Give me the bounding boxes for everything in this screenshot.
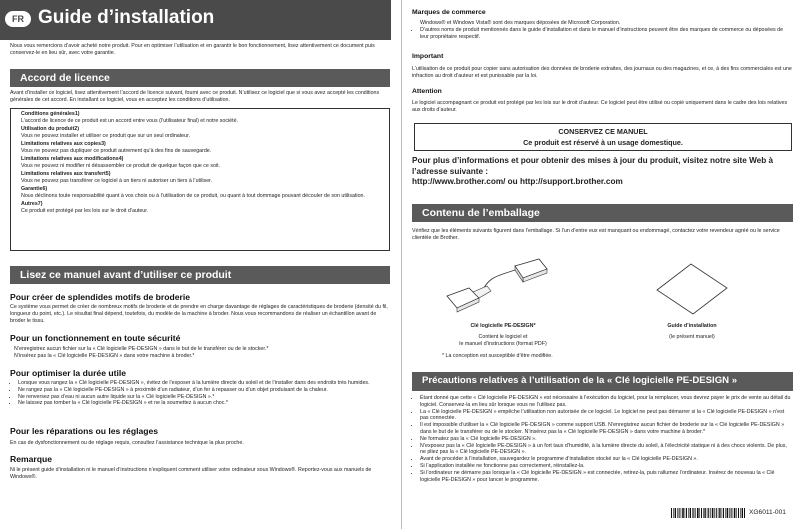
lifetime-list bbox=[10, 380, 390, 407]
important-title: Important bbox=[412, 53, 444, 60]
page-title: Guide d’installation bbox=[38, 7, 215, 28]
section-title-lifetime: Pour optimiser la durée utile bbox=[10, 368, 127, 378]
attention-title: Attention bbox=[412, 88, 442, 95]
title-bar bbox=[0, 0, 391, 40]
section-title-remark: Remarque bbox=[10, 454, 53, 464]
precautions-list-item: • Étant donné que cette « Clé logicielle PE-DESIGN » est nécessaire à l’exécution du logiciel, pour la remplacer, vous devrez payer le prix de vente au détail du logiciel. Conservez-la en lieu sûr lorsque vous ne l’utilisez pas. bbox=[420, 395, 794, 409]
section-body-repairs: En cas de dysfonctionnement ou de réglage requis, consultez l’assistance technique la plus proche. bbox=[10, 440, 244, 446]
precautions-list-item: • Avant de procéder à l’installation, sauvegardez le programme d’installation stocké sur la « Clé logicielle PE-DESIGN ». bbox=[420, 456, 794, 463]
language-badge: FR bbox=[5, 11, 31, 27]
section-body-safety-1: N’enregistrez aucun fichier sur la « Clé logicielle PE-DESIGN » dans le but de le transférer ou de le stocker.* bbox=[14, 346, 269, 352]
usb-key-caption-line: le manuel d’instructions (format PDF) bbox=[459, 340, 547, 347]
trademark-line: Windows® et Windows Vista® sont des marques déposées de Microsoft Corporation. bbox=[420, 20, 621, 26]
trademarks-title: Marques de commerce bbox=[412, 9, 486, 16]
section-title-repairs: Pour les réparations ou les réglages bbox=[10, 426, 159, 436]
precautions-heading: Précautions relatives à l’utilisation de la « Clé logicielle PE-DESIGN » bbox=[422, 375, 738, 386]
licence-item-title: Limitations relatives aux modifications4) bbox=[21, 156, 124, 162]
lifetime-list-item: • Ne renversez pas d’eau ni aucun autre liquide sur la « Clé logicielle PE-DESIGN ».* bbox=[18, 394, 390, 401]
guide-caption-title: Guide d’installation bbox=[667, 323, 717, 329]
licence-item-body: Ce produit est protégé par les lois sur le droit d’auteur. bbox=[21, 207, 149, 214]
website-link[interactable]: http://www.brother.com/ ou http://support.brother.com bbox=[412, 177, 623, 186]
read-heading: Lisez ce manuel avant d’utiliser ce produit bbox=[20, 269, 232, 281]
intro-text: Nous vous remercions d’avoir acheté notre produit. Pour en optimiser l’utilisation et en garantir le bon fonctionnement, lisez attentivement ce document puis conservez-le en lieu sûr, avec votre garantie. bbox=[10, 43, 375, 56]
read-heading-band bbox=[10, 266, 390, 284]
licence-item-title: Limitations relatives aux copies3) bbox=[21, 141, 106, 147]
section-body-motifs: Ce système vous permet de créer de nombreux motifs de broderie et de prendre en charge davantage de réglages de caractéristiques de broderie (densité du fil, longueur du point, etc.). Le résultat final dépend, toutefois, du modèle de la machine à broder. Nous vous recommandons de réaliser un échantillon avant de broder le tissu. bbox=[10, 304, 388, 324]
licence-item-body: Nous déclinons toute responsabilité quant à vos choix ou à l’utilisation de ce produit, ou quant à tout dommage pouvant découler de son utilisation. bbox=[21, 192, 365, 199]
licence-item-body: L’accord de licence de ce produit est un accord entre vous (l’utilisateur final) et notre société. bbox=[21, 117, 238, 124]
right-column bbox=[403, 0, 802, 529]
precautions-list-item: • Ne formatez pas la « Clé logicielle PE-DESIGN ». bbox=[420, 436, 794, 443]
lifetime-list-item: • Ne rangez pas la « Clé logicielle PE-DESIGN » à proximité d’un radiateur, d’un fer à repasser ou d’un objet produisant de la chaleur. bbox=[18, 387, 390, 394]
section-title-safety: Pour un fonctionnement en toute sécurité bbox=[10, 333, 181, 343]
keep-manual-line: CONSERVEZ CE MANUEL bbox=[558, 127, 648, 136]
usb-key-illustration bbox=[443, 256, 553, 318]
more-info bbox=[412, 156, 792, 188]
precautions-heading-band bbox=[412, 372, 793, 391]
section-body-safety-2: N’insérez pas la « Clé logicielle PE-DESIGN » dans votre machine à broder.* bbox=[14, 353, 195, 359]
licence-item-body: Vous ne pouvez installer et utiliser ce produit que sur un seul ordinateur. bbox=[21, 132, 191, 139]
design-footnote: * La conception est susceptible d’être modifiée. bbox=[442, 353, 553, 359]
important-body: L’utilisation de ce produit pour copier sans autorisation des données de broderie extraites, des journaux ou des magazines, et ce, à des fins commerciales est une infraction au droit d’auteur et est punissable par la loi. bbox=[412, 66, 792, 79]
section-title-motifs: Pour créer de splendides motifs de broderie bbox=[10, 292, 191, 302]
precautions-list-item: • La « Clé logicielle PE-DESIGN » empêche l’utilisation non autorisée de ce logiciel. Le logiciel ne peut pas démarrer si la « Clé logicielle PE-DESIGN » n’est pas connectée. bbox=[420, 409, 794, 423]
trademarks-list bbox=[412, 20, 792, 40]
licence-item-title: Utilisation du produit2) bbox=[21, 126, 79, 132]
licence-item-title: Autres7) bbox=[21, 201, 43, 207]
contents-heading-band bbox=[412, 204, 793, 222]
more-info-text: Pour plus d’informations et pour obtenir des mises à jour du produit, visitez notre site Web à l’adresse suivante : bbox=[412, 156, 774, 176]
licence-item-title: Limitations relatives aux transfert5) bbox=[21, 171, 111, 177]
lifetime-list-item: • Lorsque vous rangez la « Clé logicielle PE-DESIGN », évitez de l’exposer à la lumière directe du soleil et de l’installer dans des endroits très humides. bbox=[18, 380, 390, 387]
contents-body: Vérifiez que les éléments suivants figurent dans l’emballage. Si l’un d’entre eux est manquant ou endommagé, contactez votre revendeur agréé ou le service clientèle de Brother. bbox=[412, 228, 780, 241]
domestic-use-line: Ce produit est réservé à un usage domestique. bbox=[523, 138, 683, 147]
guide-illustration bbox=[651, 260, 731, 318]
contents-heading: Contenu de l’emballage bbox=[422, 207, 540, 219]
precautions-list-item: • N’exposez pas la « Clé logicielle PE-DESIGN » à un fort taux d’humidité, à la lumière directe du soleil, à l’électricité statique ni à des chocs violents. De plus, ne pliez pas la « Clé logicielle PE-DESIGN ». bbox=[420, 443, 794, 457]
licence-heading: Accord de licence bbox=[20, 72, 110, 84]
keep-manual-box bbox=[414, 123, 792, 151]
column-divider bbox=[401, 0, 402, 529]
precautions-list-item: • Si l’ordinateur ne démarre pas lorsque la « Clé logicielle PE-DESIGN » est connectée, retirez-la, puis rallumez l’ordinateur. Insérez de nouveau la « Clé logicielle PE-DESIGN » pour lancer le programme. bbox=[420, 470, 794, 484]
document-code: XG6011-001 bbox=[749, 509, 786, 516]
licence-heading-band bbox=[10, 69, 390, 87]
lifetime-list-item: • Ne laissez pas tomber la « Clé logicielle PE-DESIGN » et ne la soumettez à aucun choc.* bbox=[18, 400, 390, 407]
licence-item-body: Vous ne pouvez ni modifier ni désassembler ce produit de quelque façon que ce soit. bbox=[21, 162, 221, 169]
trademark-list-item: • D’autres noms de produit mentionnés dans le guide d’installation et dans le manuel d’instructions peuvent être des marques de commerce ou déposées de leur propriétaire respectif. bbox=[420, 27, 792, 41]
precautions-list-item: • Il est impossible d’utiliser la « Clé logicielle PE-DESIGN » comme support USB. N’enregistrez aucun fichier de broderie sur la « Clé logicielle PE-DESIGN » dans le but de le transférer ou de le stocker. N’insérez pas la « Clé logicielle PE-DESIGN » dans votre machine à broder.* bbox=[420, 422, 794, 436]
licence-item-body: Vous ne pouvez pas dupliquer ce produit autrement qu’à des fins de sauvegarde. bbox=[21, 147, 212, 154]
attention-body: Le logiciel accompagnant ce produit est protégé par les lois sur le droit d’auteur. Ce logiciel peut être utilisé ou copié uniquement dans le cadre des lois relatives aux droits d’auteur. bbox=[412, 100, 788, 113]
guide-caption-line: (le présent manuel) bbox=[669, 333, 715, 340]
precautions-list bbox=[412, 395, 794, 483]
usb-key-caption bbox=[443, 323, 563, 347]
licence-box bbox=[10, 108, 390, 251]
precautions-list-item: • Si l’application installée ne fonctionne pas correctement, réinstallez-la. bbox=[420, 463, 794, 470]
barcode bbox=[671, 508, 745, 518]
licence-intro: Avant d’installer ce logiciel, lisez attentivement l’accord de licence suivant, fourni avec ce produit. N’utilisez ce logiciel que si vous avez accepté les conditions générales de cet accord. En installant ce logiciel, vous en acceptez les conditions d’utilisation. bbox=[10, 90, 380, 103]
usb-key-caption-line: Contient le logiciel et bbox=[478, 333, 528, 340]
section-body-remark: Ni le présent guide d’installation ni le manuel d’instructions n’expliquent comment utiliser votre ordinateur sous Windows®. Reportez-vous aux manuels de Windows®. bbox=[10, 467, 372, 480]
licence-item-title: Conditions générales1) bbox=[21, 111, 80, 117]
licence-item-title: Garantie6) bbox=[21, 186, 48, 192]
guide-caption bbox=[647, 323, 737, 341]
usb-key-caption-title: Clé logicielle PE-DESIGN* bbox=[470, 323, 536, 329]
licence-item-body: Vous ne pouvez pas transférer ce logiciel à un tiers ni autoriser un tiers à l’utiliser. bbox=[21, 177, 213, 184]
